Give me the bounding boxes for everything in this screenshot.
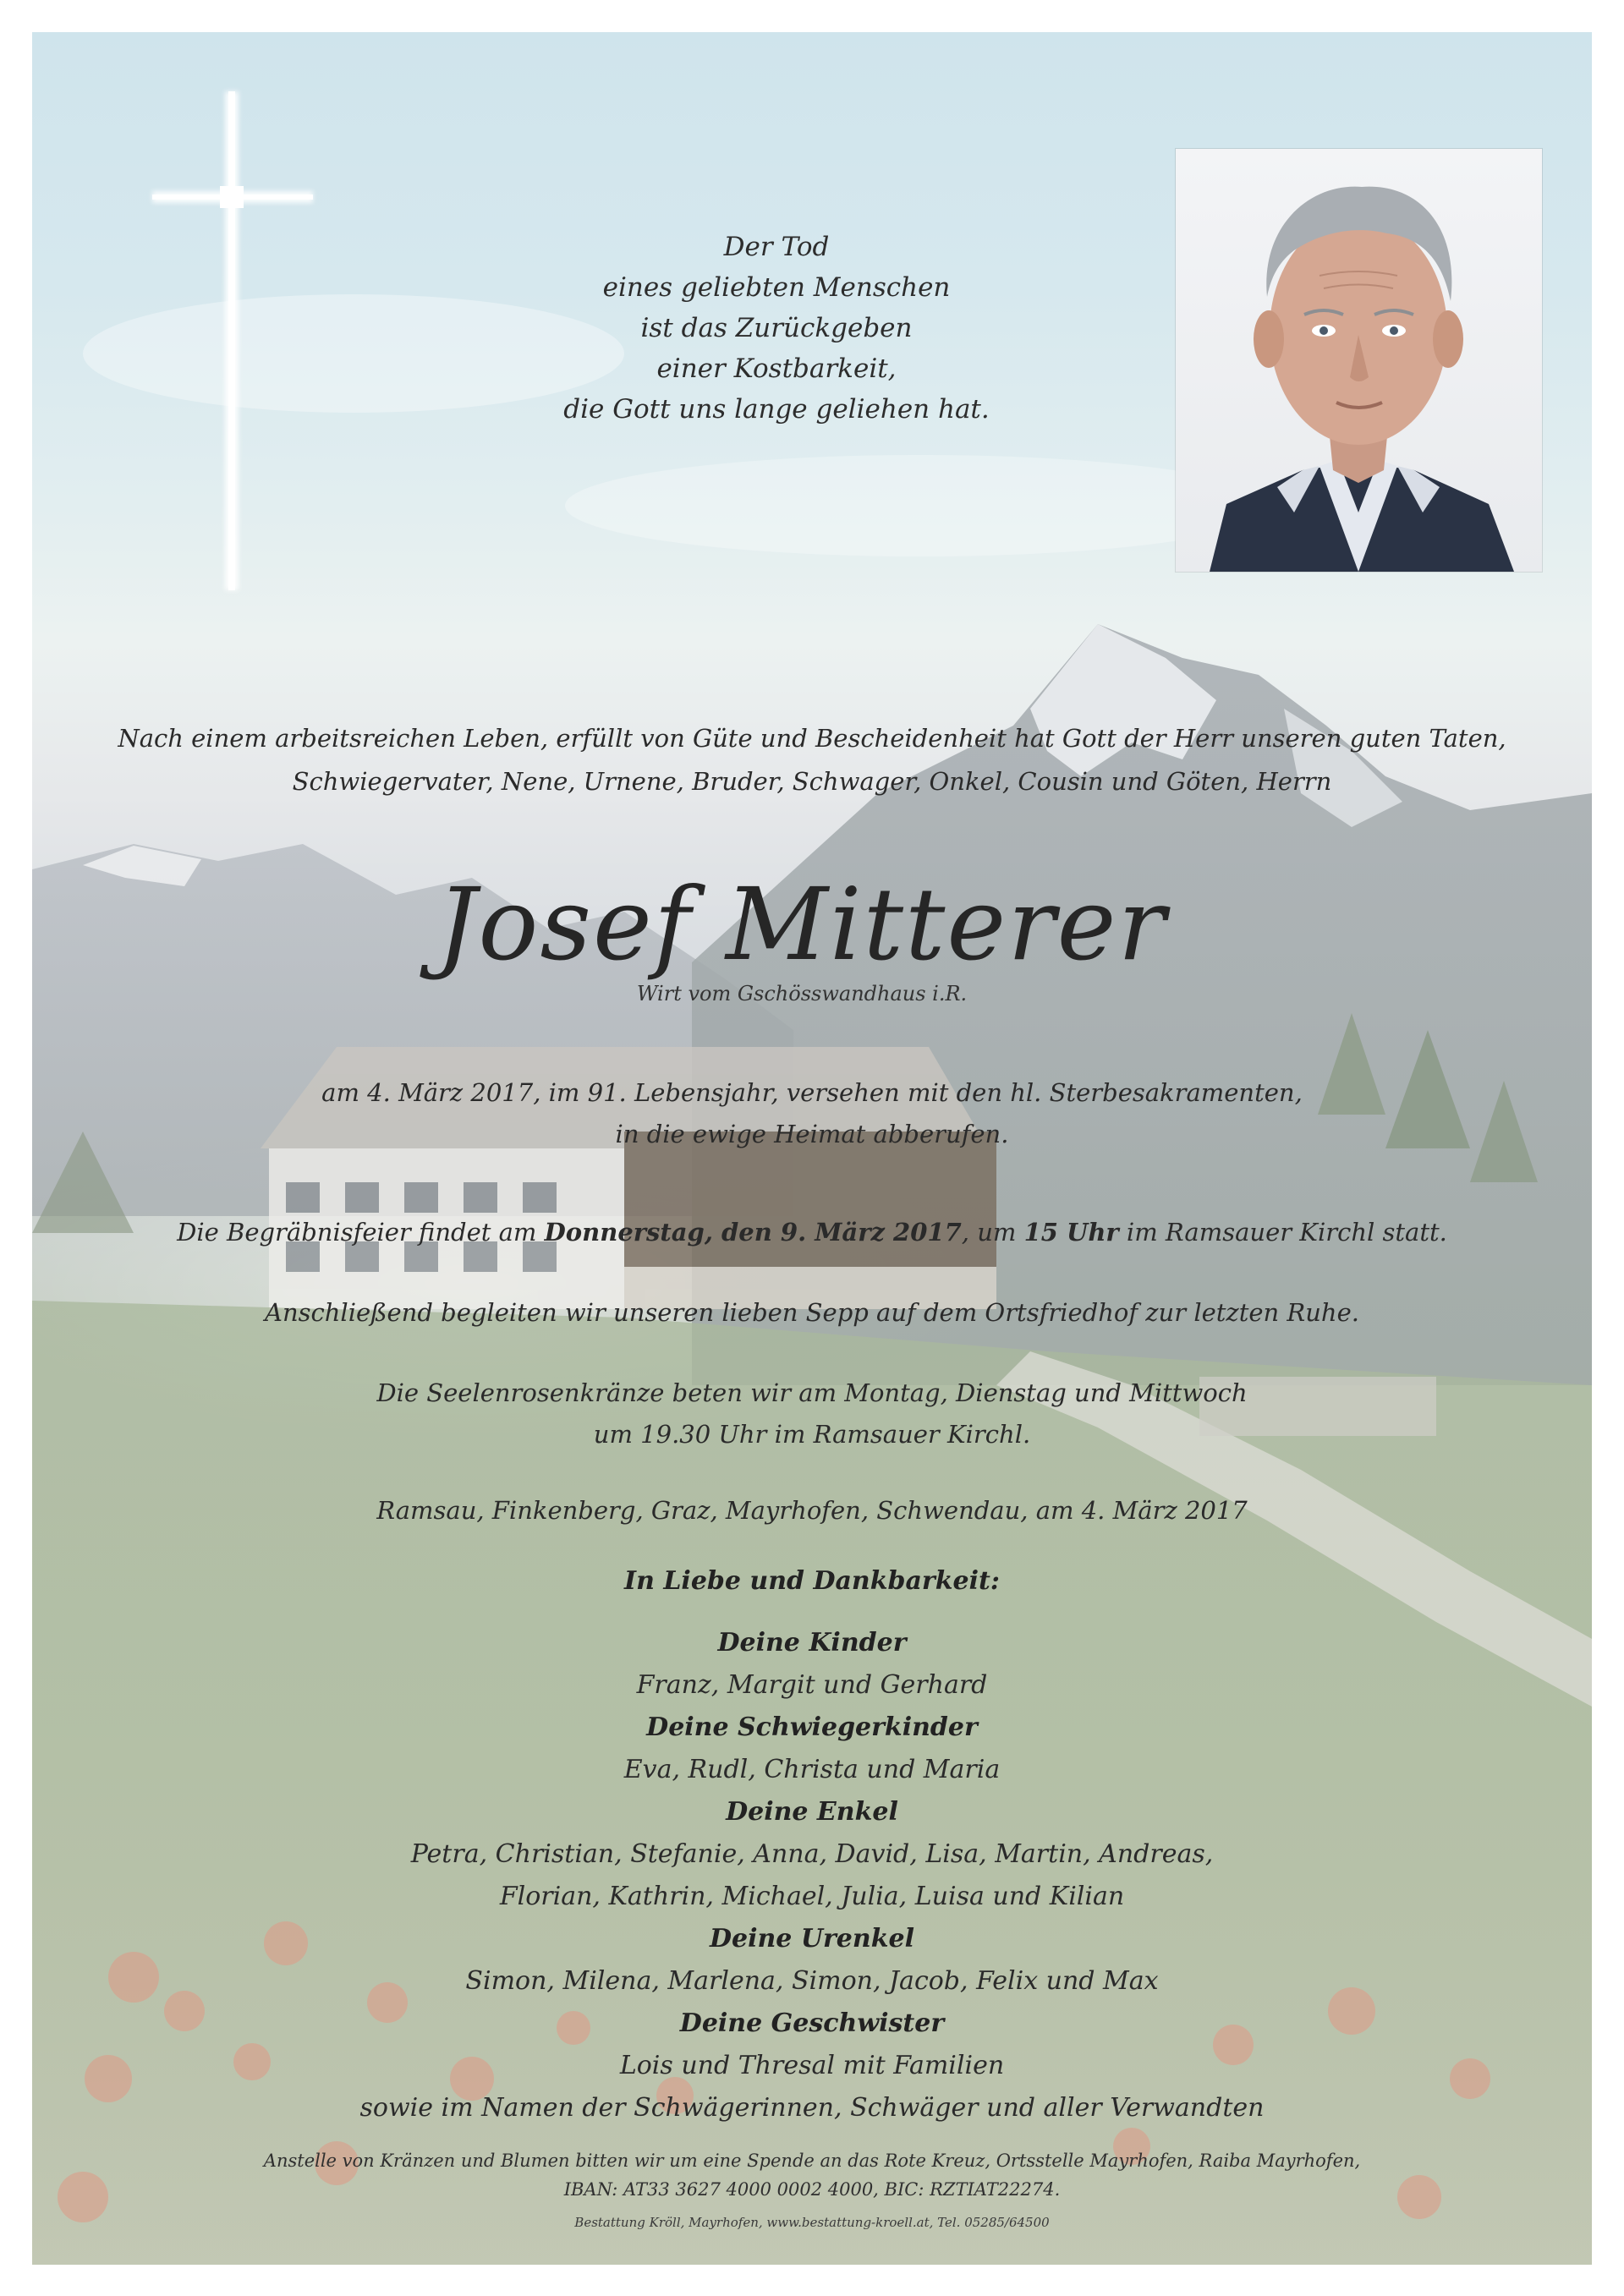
burial-line: Anschließend begleiten wir unseren lieben Sepp auf dem Ortsfriedhof zur letzten Ruhe. [265, 1298, 1359, 1327]
verse-line: einer Kostbarkeit, [656, 353, 897, 384]
children-label: Deine Kinder [717, 1628, 907, 1658]
family-list [201, 1622, 1423, 2129]
donation-line: Anstelle von Kränzen und Blumen bitten wir um eine Spende an das Rote Kreuz, Ortsstelle Mayrhofen, Raiba Mayrhofen, [263, 2151, 1361, 2171]
intro-line: Schwiegervater, Nene, Urnene, Bruder, Schwager, Onkel, Cousin und Göten, Herrn [292, 767, 1332, 796]
verse-line: die Gott uns lange geliehen hat. [563, 394, 990, 425]
siblings-label: Deine Geschwister [679, 2008, 945, 2038]
grandchildren-names: Florian, Kathrin, Michael, Julia, Luisa und Kilian [499, 1882, 1125, 1911]
memorial-verse [506, 227, 1047, 430]
cross-icon [32, 32, 370, 624]
death-line: am 4. März 2017, im 91. Lebensjahr, versehen mit den hl. Sterbesakramenten, [321, 1078, 1303, 1107]
donation-line: IBAN: AT33 3627 4000 0002 4000, BIC: RZTIAT22274. [563, 2179, 1061, 2200]
place-date [117, 1490, 1507, 1532]
funeral-suffix: im Ramsauer Kirchl statt. [1118, 1218, 1447, 1247]
funeral-prefix: Die Begräbnisfeier findet am [177, 1218, 545, 1247]
children-names: Franz, Margit und Gerhard [636, 1670, 988, 1700]
grandchildren-names: Petra, Christian, Stefanie, Anna, David, Lisa, Martin, Andreas, [410, 1839, 1214, 1869]
donation-notice [167, 2146, 1457, 2204]
funeral-line [117, 1212, 1507, 1253]
rosary-line: Die Seelenrosenkränze beten wir am Montag, Dienstag und Mittwoch [376, 1378, 1248, 1407]
siblings-names: Lois und Thresal mit Familien [619, 2051, 1005, 2080]
death-line: in die ewige Heimat abberufen. [615, 1120, 1009, 1148]
obituary-card [32, 32, 1592, 2265]
inlaws-names: Eva, Rudl, Christa und Maria [623, 1755, 1001, 1784]
burial-notice [117, 1292, 1507, 1334]
announcement-intro [83, 717, 1541, 803]
cloud [565, 455, 1276, 556]
funeral-date: Donnerstag, den 9. März 2017 [544, 1218, 962, 1247]
funeral-notice [117, 1212, 1507, 1253]
deceased-title: Wirt vom Gschösswandhaus i.R. [636, 982, 968, 1006]
grandchildren-label: Deine Enkel [726, 1797, 898, 1827]
verse-line: Der Tod [723, 232, 830, 262]
funeral-middle: , um [961, 1218, 1024, 1247]
place-date-line: Ramsau, Finkenberg, Graz, Mayrhofen, Schwendau, am 4. März 2017 [376, 1496, 1248, 1525]
great-grandchildren-label: Deine Urenkel [710, 1924, 914, 1954]
love-heading: In Liebe und Dankbarkeit: [624, 1566, 1000, 1596]
deceased-name: Josef Mitterer [436, 866, 1167, 983]
rosary-line: um 19.30 Uhr im Ramsauer Kirchl. [593, 1420, 1031, 1449]
inlaws-label: Deine Schwiegerkinder [646, 1712, 978, 1742]
undertaker-info: Bestattung Kröll, Mayrhofen, www.bestattung-kroell.at, Tel. 05285/64500 [574, 2215, 1050, 2230]
great-grandchildren-names: Simon, Milena, Marlena, Simon, Jacob, Felix und Max [465, 1966, 1159, 1996]
portrait-photo [1176, 149, 1542, 572]
verse-line: eines geliebten Menschen [602, 272, 951, 303]
intro-line: Nach einem arbeitsreichen Leben, erfüllt von Güte und Bescheidenheit hat Gott der Herr unseren guten Taten, [118, 724, 1506, 753]
verse-line: ist das Zurückgeben [640, 313, 913, 343]
rosary-notice [117, 1373, 1507, 1455]
relatives-line: sowie im Namen der Schwägerinnen, Schwäger und aller Verwandten [359, 2093, 1265, 2123]
death-notice [117, 1072, 1507, 1155]
funeral-time: 15 Uhr [1023, 1218, 1119, 1247]
